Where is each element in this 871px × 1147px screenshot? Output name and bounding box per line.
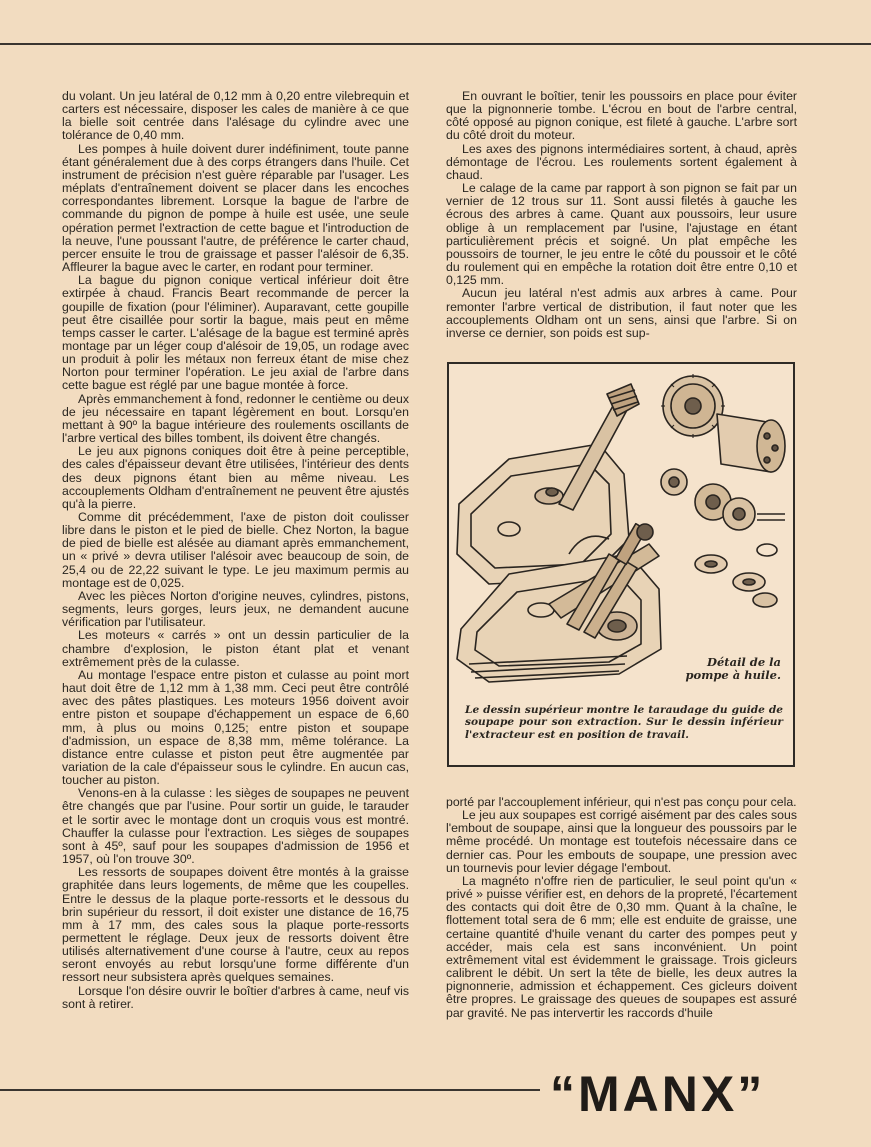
left-column bbox=[62, 90, 409, 1011]
paragraph: Le jeu aux pignons coniques doit être à peine perceptible, des cales d'épaisseur devant être utilisées, l'intérieur des dents des deux pignons étant bien au même niveau. Les accouplements Oldham d'entraînement ne peuvent être ajustés qu'à la pierre. bbox=[62, 444, 409, 511]
paragraph: Les pompes à huile doivent durer indéfiniment, toute panne étant généralement due à des corps étrangers dans l'huile. Cet instrument de précision n'est guère réparable par l'usager. Les méplats d'entraînement doivent se placer dans les encoches correspondantes librement. Lorsque la bague de l'arbre de commande du pignon de pompe à huile est usée, une seule opération permet l'extraction de cette bague et l'introduction de la neuve, l'une poussant l'autre, de préférence le carter chaud, percer ensuite le trou de graissage et passer l'alésoir de 6,35. Affleurer la bague avec le carter, en rodant pour terminer. bbox=[62, 141, 409, 275]
paragraph: Venons-en à la culasse : les sièges de soupapes ne peuvent être changés que par l'usine. Pour sortir un guide, le tarauder et le sortir avec le montage dont un croquis vous est montré. Chauffer la culasse pour l'extraction. Les sièges de soupapes sont à 45º, sauf pour les soupapes d'admission de 1956 et 1957, où l'on trouve 30º. bbox=[62, 786, 409, 867]
paragraph: La bague du pignon conique vertical inférieur doit être extirpée à chaud. Francis Beart recommande de percer la goupille de fixation (pour l'éliminer). Auparavant, cette goupille peut être cisaillée pour sortir la bague, mais peut en même temps casser le carter. L'alésage de la bague est terminé après montage par un léger coup d'alésoir de 19,05, un rodage avec un produit à polir les métaux non ferreux étant de mise chez Norton pour terminer l'opération. Le jeu axial de l'arbre dans cette bague est réglé par une bague montée à force. bbox=[62, 273, 409, 393]
caption-pump-detail: Détail de la pompe à huile. bbox=[685, 655, 781, 682]
paragraph: Après emmanchement à fond, redonner le centième ou deux de jeu nécessaire en tapant légèrement en bout. Lorsqu'en mettant à 90º la bague intérieure des roulements oscillants de l'arbre vertical des billes tombent, ils doivent être changés. bbox=[62, 391, 409, 446]
paragraph: Le jeu aux soupapes est corrigé aisément par des cales sous l'embout de soupape, ainsi que la longueur des poussoirs par le même procédé. Un montage est toutefois nécessaire dans ce dernier cas. Pour les embouts de soupape, une pression avec un tournevis pour levier dégage l'embout. bbox=[446, 808, 797, 875]
engine-illustration bbox=[447, 362, 795, 767]
right-column-bottom bbox=[446, 796, 797, 1020]
paragraph: Au montage l'espace entre piston et culasse au point mort haut doit être de 1,12 mm à 1,38 mm. Ceci peut être contrôlé avec des pâtes plastiques. Les moteurs 1956 doivent avoir entre piston et soupape d'échappement un espace de 6,60 mm, à plus ou moins 0,125; entre piston et soupape d'admission, un espace de 8,38 mm, même tolérance. La distance entre culasse et piston peut être augmentée par variation de la cale d'épaisseur sous le cylindre. En aucun cas, toucher au piston. bbox=[62, 667, 409, 788]
brand-title: “MANX” bbox=[550, 1066, 766, 1122]
paragraph: Les ressorts de soupapes doivent être montés à la graisse graphitée dans leurs logements, de même que les coupelles. Entre le dessus de la plaque porte-ressorts et le dessous du brin supérieur du ressort, il doit exister une distance de 16,75 mm à 17 mm, des cales sous la plaque porte-ressorts permettent le réglage. Deux jeux de ressorts doivent être utilisés alternativement d'une course à l'autre, ceux au repos seront envoyés au rebut lorsqu'une forme différente d'un ressort neur subsistera après quelques semaines. bbox=[62, 865, 409, 985]
paragraph: Avec les pièces Norton d'origine neuves, cylindres, pistons, segments, leurs gorges, leurs jeux, ne demandent aucune vérification par l'utilisateur. bbox=[62, 588, 409, 630]
paragraph: En ouvrant le boîtier, tenir les poussoirs en place pour éviter que la pignonnerie tombe. L'écrou en bout de l'arbre central, côté opposé au pignon conique, est fileté à gauche. L'arbre sort du côté droit du moteur. bbox=[446, 89, 797, 143]
paragraph: porté par l'accouplement inférieur, qui n'est pas conçu pour cela. bbox=[446, 795, 797, 809]
engine-drawing bbox=[449, 364, 793, 694]
paragraph: Les moteurs « carrés » ont un dessin particulier de la chambre d'explosion, le piston étant plat et venant extrêmement près de la culasse. bbox=[62, 628, 409, 669]
header-rule bbox=[0, 43, 871, 45]
paragraph: Le calage de la came par rapport à son pignon se fait par un vernier de 12 trous sur 11. Sont aussi filetés à gauche les écrous des arbres à came. Quant aux poussoirs, leur usure oblige à un remplacement par l'usine, l'ajustage en étant particulièrement précis et soigné. Un plat empêche les poussoirs de tourner, le jeu entre le côté du poussoir et le côté du roulement qui en empêche la rotation doit être entre 0,10 et 0,125 mm. bbox=[446, 181, 797, 288]
paragraph: Aucun jeu latéral n'est admis aux arbres à came. Pour remonter l'arbre vertical de distribution, il faut noter que les accouplements Oldham ont un sens, ainsi que l'arbre. Si on inverse ce dernier, son poids est sup- bbox=[446, 286, 797, 340]
figure-caption: Le dessin supérieur montre le taraudage du guide de soupape pour son extraction. Sur le dessin inférieur l'extracteur est en position de travail. bbox=[465, 704, 783, 741]
paragraph: Lorsque l'on désire ouvrir le boîtier d'arbres à came, neuf vis sont à retirer. bbox=[62, 983, 409, 1011]
paragraph: Comme dit précédemment, l'axe de piston doit coulisser libre dans le piston et le pied de bielle. Chez Norton, la bague de pied de bielle est alésée au diamant après emmanchement, un « privé » devra utiliser l'alésoir avec beaucoup de soin, de 25,4 ou de 22,22 suivant le type. Le jeu maximum permis au montage est de 0,025. bbox=[62, 510, 409, 590]
footer-rule bbox=[0, 1089, 540, 1091]
paragraph: Les axes des pignons intermédiaires sortent, à chaud, après démontage de l'écrou. Les roulements sortent également à chaud. bbox=[446, 141, 797, 182]
right-column-top bbox=[446, 90, 797, 340]
paragraph: La magnéto n'offre rien de particulier, le seul point qu'un « privé » puisse vérifier est, en dehors de la propreté, l'écartement des contacts qui doit être de 0,30 mm. Quant à la chaîne, le flottement total sera de 6 mm; elle est enduite de graisse, une certaine quantité d'huile venant du carter des pompes peut y accéder, mais cela est sans inconvénient. Un point extrêmement vital est évidemment le graissage. Trois gicleurs calibrent le débit. Un sert la tête de bielle, les deux autres la pignonnerie, admission et échappement. Ces gicleurs doivent être propres. Le graissage des queues de soupapes est assuré par gravité. Ne pas intervertir les raccords d'huile bbox=[446, 873, 797, 1020]
paragraph: du volant. Un jeu latéral de 0,12 mm à 0,20 entre vilebrequin et carters est nécessaire, disposer les cales de manière à ce que la bielle soit centrée dans l'alésage du cylindre avec une tolérance de 0,40 mm. bbox=[62, 89, 409, 143]
